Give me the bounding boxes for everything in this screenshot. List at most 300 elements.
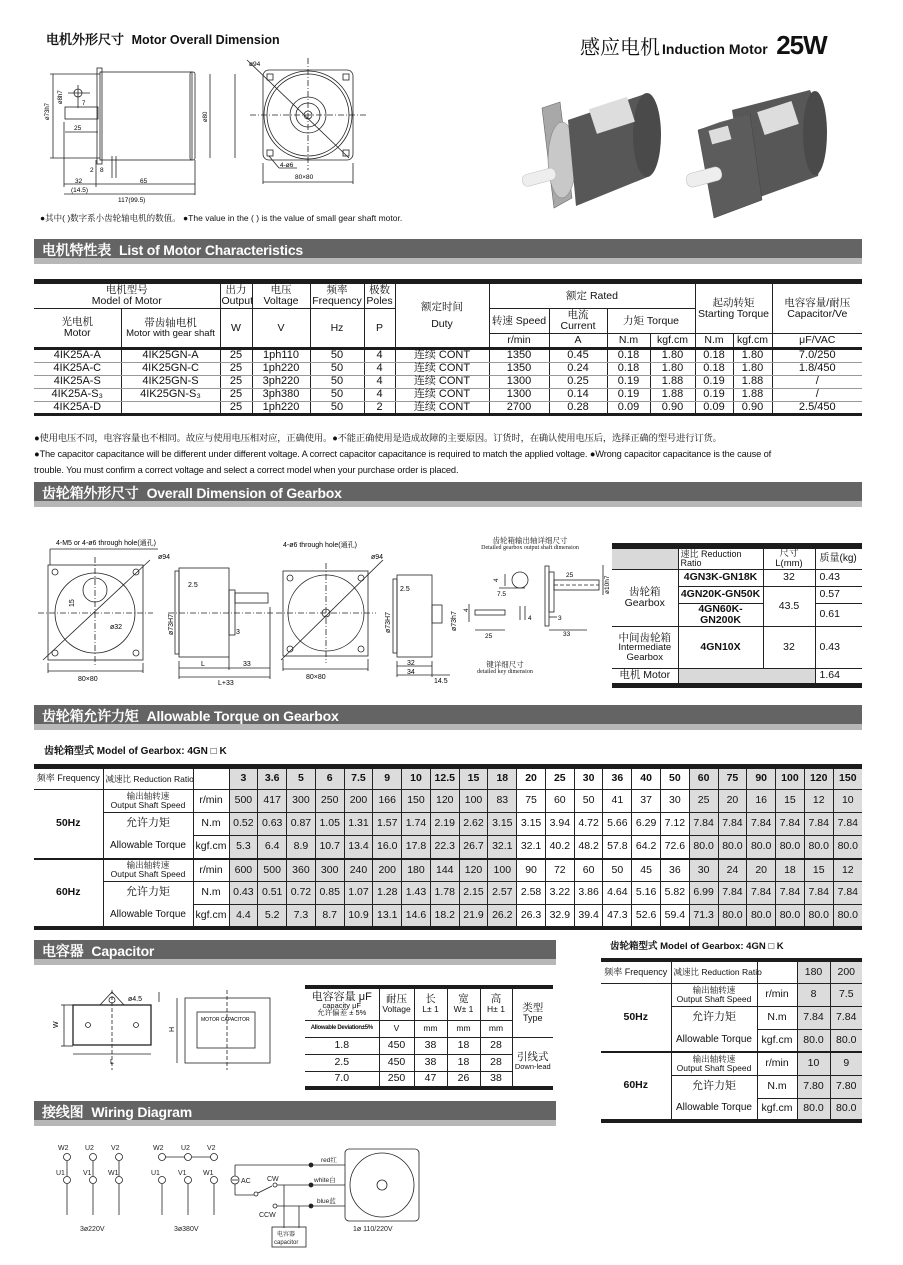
section-cn: 齿轮箱外形尺寸	[42, 485, 139, 501]
gearbox-dimension-drawing	[38, 535, 458, 685]
value-cell: 25	[689, 790, 718, 813]
cap-height: 28	[480, 1037, 512, 1054]
value-cell: 1.43	[402, 882, 431, 905]
cell-poles: 2	[364, 401, 395, 415]
value-cell: 72.6	[661, 836, 690, 859]
allowable-torque-table-2	[601, 958, 862, 1123]
section-cn: 电机特性表	[42, 242, 111, 258]
value-cell: 32.9	[545, 905, 574, 928]
value-cell: 80.0	[689, 836, 718, 859]
th-speed: 转速 Speed	[489, 309, 549, 334]
cap-dim-L: L	[110, 1059, 114, 1066]
shaft-dim-3: 3	[558, 615, 562, 622]
value-cell: 250	[315, 790, 344, 813]
value-cell: 39.4	[574, 905, 603, 928]
cell-output: 25	[220, 362, 252, 375]
table-header-row	[34, 767, 862, 790]
ratio-header: 40	[632, 767, 661, 790]
value-cell: 80.0	[830, 1098, 862, 1121]
key-dim-4: 4	[463, 608, 470, 612]
value-cell: 6.29	[632, 813, 661, 836]
value-cell: 0.72	[287, 882, 316, 905]
th-unit-blank	[757, 960, 797, 983]
cell-kgf: 1.88	[650, 388, 695, 401]
dim-14-5: (14.5)	[71, 187, 88, 194]
allowable-torque-table	[34, 764, 862, 930]
gearbox-weight-table	[612, 543, 862, 688]
value-cell: 0.85	[315, 882, 344, 905]
value-cell: 37	[632, 790, 661, 813]
th-unit-cap: μF/VAC	[772, 334, 862, 349]
value-cell: 80.0	[747, 905, 776, 928]
mass-cell: 0.57	[815, 586, 862, 603]
cell-skgf: 0.90	[733, 401, 772, 415]
cell-duty: 连续 CONT	[395, 401, 489, 415]
value-cell: 13.1	[373, 905, 402, 928]
th-voltage: 耐压 Voltage	[379, 987, 414, 1020]
cell-duty: 连续 CONT	[395, 349, 489, 363]
value-cell: 12	[833, 859, 862, 882]
th-unit-rmin: r/min	[489, 334, 549, 349]
cell-voltage: 3ph380	[252, 388, 310, 401]
value-cell: 64.2	[632, 836, 661, 859]
section-cn: 接线图	[42, 1104, 84, 1120]
section-title-cn: 电机外形尺寸	[46, 32, 125, 47]
value-cell: 120	[459, 859, 488, 882]
terminal-v1: V1	[83, 1170, 92, 1177]
unit-cell: N.m	[757, 1075, 797, 1098]
section-en: Capacitor	[91, 943, 155, 959]
characteristics-note	[34, 430, 771, 478]
section-title-motor-dimension	[46, 29, 280, 48]
cell-cap: 7.0/250	[772, 349, 862, 363]
value-cell: 2.57	[488, 882, 517, 905]
label-cw: CW	[267, 1176, 279, 1183]
value-cell: 360	[287, 859, 316, 882]
cap-dim-W: W	[53, 1021, 60, 1028]
value-cell: 30	[689, 859, 718, 882]
value-cell: 7.80	[797, 1075, 830, 1098]
value-cell: 10.9	[344, 905, 373, 928]
dim-3: 3	[236, 629, 240, 636]
cell-cap: 1.8/450	[772, 362, 862, 375]
section-header-gearbox-dimension	[34, 482, 862, 508]
value-cell: 100	[488, 859, 517, 882]
value-cell: 80.0	[776, 836, 805, 859]
value-cell: 22.3	[430, 836, 459, 859]
speed-label: 输出轴转速 Output Shaft Speed	[103, 859, 193, 882]
ratio-header: 75	[718, 767, 747, 790]
th-capacity: 电容容量 μF capacity μF 允许偏差 ± 5%	[305, 987, 379, 1020]
terminal-v2: V2	[111, 1145, 120, 1152]
value-cell: 13.4	[344, 836, 373, 859]
unit-w: mm	[447, 1020, 480, 1037]
ratio-cell: 4GN60K-GN200K	[678, 603, 763, 626]
dim-L: L	[201, 661, 205, 668]
cell-gear	[121, 401, 220, 415]
value-cell: 1.07	[344, 882, 373, 905]
cap-label: MOTOR CAPACITOR	[201, 1017, 250, 1023]
value-cell: 90	[517, 859, 546, 882]
table-row	[612, 626, 862, 668]
size-cell: 43.5	[763, 586, 815, 626]
ratio-cell: 4GN10X	[678, 626, 763, 668]
th-motor: 光电机 Motor	[34, 309, 121, 349]
section-header-capacitor	[34, 940, 556, 966]
cell-freq: 50	[310, 375, 364, 388]
cell-output: 25	[220, 375, 252, 388]
caption-3ph-220: 3ø220V	[80, 1226, 105, 1233]
ratio-header: 90	[747, 767, 776, 790]
cell-voltage: 1ph110	[252, 349, 310, 363]
ratio-cell: 4GN20K-GN50K	[678, 586, 763, 603]
terminal-w1: W1	[108, 1170, 119, 1177]
value-cell: 15	[776, 790, 805, 813]
value-cell: 1.74	[402, 813, 431, 836]
title-cn: 感应电机	[580, 37, 660, 59]
ratio-header: 18	[488, 767, 517, 790]
terminal-v1: V1	[178, 1170, 187, 1177]
value-cell: 50	[574, 790, 603, 813]
value-cell: 80.0	[804, 905, 833, 928]
label-ccw: CCW	[259, 1212, 276, 1219]
ratio-header: 200	[830, 960, 862, 983]
value-cell: 52.6	[632, 905, 661, 928]
key-title-cn: 键详细尺寸	[486, 660, 524, 669]
value-cell: 26.7	[459, 836, 488, 859]
gearbox-motor-photo	[685, 90, 827, 218]
value-cell: 7.84	[747, 813, 776, 836]
cell-voltage: 3ph220	[252, 375, 310, 388]
value-cell: 7.84	[804, 882, 833, 905]
value-cell: 200	[344, 790, 373, 813]
value-cell: 0.87	[287, 813, 316, 836]
table-row	[612, 569, 862, 586]
cell-gear: 4IK25GN-S	[121, 375, 220, 388]
capacitor-table	[305, 985, 553, 1090]
title-power: 25W	[776, 30, 827, 60]
motor-photos	[510, 78, 850, 228]
ratio-header: 25	[545, 767, 574, 790]
ratio-header: 3	[229, 767, 258, 790]
value-cell: 80.0	[776, 905, 805, 928]
speed-label: 输出轴转速 Output Shaft Speed	[671, 1052, 757, 1075]
cell-poles: 4	[364, 349, 395, 363]
section-en: List of Motor Characteristics	[119, 242, 304, 258]
value-cell: 80.0	[718, 905, 747, 928]
dim-d80: ø80	[203, 111, 209, 122]
cell-freq: 50	[310, 349, 364, 363]
cell-duty: 连续 CONT	[395, 375, 489, 388]
th-frequency: 频率 Frequency	[310, 282, 364, 309]
th-deviation: Allowable Deviation±5%	[305, 1020, 379, 1037]
ratio-header: 15	[459, 767, 488, 790]
cell-kgf: 1.88	[650, 375, 695, 388]
torque-label-en: Allowable Torque	[671, 1029, 757, 1052]
value-cell: 75	[517, 790, 546, 813]
th-poles: 极数 Poles	[364, 282, 395, 309]
table-header-row	[305, 987, 553, 1020]
dim-d94-a: ø94	[158, 554, 171, 561]
table-row	[34, 882, 862, 905]
cell-skgf: 1.88	[733, 375, 772, 388]
key-dim-4-b: 4	[528, 615, 532, 622]
value-cell: 200	[373, 859, 402, 882]
value-cell: 30	[661, 790, 690, 813]
value-cell: 8.9	[287, 836, 316, 859]
cell-nm: 0.09	[607, 401, 650, 415]
unit-cell: kgf.cm	[757, 1098, 797, 1121]
th-voltage: 电压 Voltage	[252, 282, 310, 309]
value-cell: 7.84	[776, 813, 805, 836]
section-header-characteristics	[34, 239, 862, 265]
dim-4-d6: 4-ø6	[280, 162, 294, 169]
value-cell: 1.05	[315, 813, 344, 836]
cell-cap: /	[772, 388, 862, 401]
value-cell: 83	[488, 790, 517, 813]
wire-red: red红	[321, 1157, 337, 1164]
value-cell: 7.3	[287, 905, 316, 928]
ratio-header: 20	[517, 767, 546, 790]
gearbox-model-label-2: 齿轮箱型式 Model of Gearbox: 4GN □ K	[610, 941, 784, 952]
cell-skgf: 1.88	[733, 388, 772, 401]
ratio-header: 3.6	[258, 767, 287, 790]
value-cell: 9	[830, 1052, 862, 1075]
dim-33: 33	[243, 661, 251, 668]
dim-2-5-b: 2.5	[400, 586, 410, 593]
key-detail-title	[470, 661, 540, 676]
value-cell: 80.0	[804, 836, 833, 859]
value-cell: 80.0	[797, 1029, 830, 1052]
shaft-dim-4: 4	[493, 578, 500, 582]
value-cell: 17.8	[402, 836, 431, 859]
th-reduction-ratio: 减速比 Reduction Ratio	[671, 960, 757, 983]
cell-snm: 0.19	[695, 388, 733, 401]
th-height: 高 H± 1	[480, 987, 512, 1020]
value-cell: 6.99	[689, 882, 718, 905]
ratio-header: 9	[373, 767, 402, 790]
th-unit-blank	[193, 767, 229, 790]
value-cell: 24	[718, 859, 747, 882]
motor-label: 电机 Motor	[612, 668, 678, 685]
value-cell: 20	[718, 790, 747, 813]
th-torque: 力矩 Torque	[607, 309, 695, 334]
ratio-header: 36	[603, 767, 632, 790]
th-capacitor: 电容容量/耐压 Capacitor/Ve	[772, 282, 862, 334]
speed-label: 输出轴转速 Output Shaft Speed	[671, 983, 757, 1006]
frequency-label: 50Hz	[34, 790, 103, 859]
size-cell: 32	[763, 626, 815, 668]
ratio-cell: 4GN3K-GN18K	[678, 569, 763, 586]
capacitor-label-cn: 电容器	[277, 1232, 296, 1238]
th-frequency: 频率 Frequency	[601, 960, 671, 983]
value-cell: 7.84	[830, 1006, 862, 1029]
value-cell: 71.3	[689, 905, 718, 928]
cell-motor: 4IK25A-S	[34, 375, 121, 388]
value-cell: 7.84	[833, 813, 862, 836]
wire-white: white白	[314, 1177, 336, 1184]
table-row	[34, 349, 862, 363]
dim-7: 7	[82, 101, 86, 107]
value-cell: 47.3	[603, 905, 632, 928]
table-row	[601, 983, 862, 1006]
value-cell: 0.43	[229, 882, 258, 905]
cell-output: 25	[220, 349, 252, 363]
flange-motor-photo	[521, 93, 661, 208]
unit-cell: N.m	[193, 882, 229, 905]
value-cell: 59.4	[661, 905, 690, 928]
value-cell: 120	[430, 790, 459, 813]
cell-gear: 4IK25GN-A	[121, 349, 220, 363]
motor-body-outline	[100, 72, 192, 160]
value-cell: 10	[833, 790, 862, 813]
th-unit-hz: Hz	[310, 309, 364, 349]
cap-length: 38	[414, 1037, 447, 1054]
cell-current: 0.14	[549, 388, 607, 401]
section-header-wiring	[34, 1101, 556, 1127]
value-cell: 417	[258, 790, 287, 813]
cell-motor: 4IK25A-C	[34, 362, 121, 375]
th-unit-kgf: kgf.cm	[650, 334, 695, 349]
unit-cell: N.m	[757, 1006, 797, 1029]
th-type: 类型 Type	[512, 987, 553, 1037]
value-cell: 2.19	[430, 813, 459, 836]
terminal-w2: W2	[58, 1145, 69, 1152]
unit-cell: r/min	[193, 790, 229, 813]
table-row	[34, 836, 862, 859]
cell-speed: 1350	[489, 362, 549, 375]
cell-current: 0.25	[549, 375, 607, 388]
motor-side-drawing	[40, 60, 215, 205]
unit-cell: r/min	[757, 983, 797, 1006]
wire-blue: blue蓝	[317, 1198, 336, 1205]
cell-kgf: 0.90	[650, 401, 695, 415]
dim-15: 15	[69, 599, 76, 607]
cell-motor: 4IK25A-D	[34, 401, 121, 415]
value-cell: 1.57	[373, 813, 402, 836]
torque-label-cn: 允许力矩	[103, 813, 193, 836]
table-header-row	[612, 546, 862, 569]
th-unit-nm2: N.m	[695, 334, 733, 349]
value-cell: 48.2	[574, 836, 603, 859]
value-cell: 80.0	[833, 905, 862, 928]
value-cell: 12	[804, 790, 833, 813]
value-cell: 600	[229, 859, 258, 882]
ratio-header: 30	[574, 767, 603, 790]
th-blank	[612, 546, 678, 569]
note-cn: ●使用电压不同，电容容量也不相同。故应与使用电压相对应，正确使用。●不能正确使用是造成故障的主要原因。订货时，在确认使用电压后，选择正确的型号进行订货。	[34, 433, 722, 443]
value-cell: 1.28	[373, 882, 402, 905]
intermediate-label: 中间齿轮箱 Intermediate Gearbox	[612, 626, 678, 668]
unit-l: mm	[414, 1020, 447, 1037]
value-cell: 7.84	[797, 1006, 830, 1029]
torque-label-en: Allowable Torque	[103, 836, 193, 859]
value-cell: 300	[315, 859, 344, 882]
value-cell: 2.58	[517, 882, 546, 905]
value-cell: 7.84	[689, 813, 718, 836]
value-cell: 10	[797, 1052, 830, 1075]
cap-height: 28	[480, 1054, 512, 1071]
value-cell: 1.31	[344, 813, 373, 836]
mass-cell: 1.64	[815, 668, 862, 685]
dim-holes-2: 4-ø6 through hole(通孔)	[283, 542, 357, 549]
th-ratio: 速比 Reduction Ratio	[678, 546, 763, 569]
terminal-u2: U2	[181, 1145, 190, 1152]
cap-width: 18	[447, 1037, 480, 1054]
cell-output: 25	[220, 388, 252, 401]
section-en: Allowable Torque on Gearbox	[146, 708, 339, 724]
cell-snm: 0.19	[695, 375, 733, 388]
cell-poles: 4	[364, 362, 395, 375]
cell-poles: 4	[364, 388, 395, 401]
value-cell: 300	[287, 790, 316, 813]
value-cell: 5.66	[603, 813, 632, 836]
value-cell: 6.4	[258, 836, 287, 859]
dim-34: 34	[407, 669, 415, 676]
value-cell: 3.15	[517, 813, 546, 836]
cell-speed: 2700	[489, 401, 549, 415]
shaft-dim-25: 25	[566, 572, 574, 579]
value-cell: 80.0	[718, 836, 747, 859]
cell-current: 0.45	[549, 349, 607, 363]
cell-gear: 4IK25GN-S₃	[121, 388, 220, 401]
value-cell: 8	[797, 983, 830, 1006]
terminal-u1: U1	[151, 1170, 160, 1177]
cap-type: 引线式 Down-lead	[512, 1037, 553, 1088]
shaft-dim-7-5: 7.5	[497, 591, 507, 598]
ratio-header: 10	[402, 767, 431, 790]
cell-freq: 50	[310, 388, 364, 401]
capacitor-label-en: capacitor	[274, 1240, 299, 1246]
th-size: 尺寸 L(mm)	[763, 546, 815, 569]
cap-voltage: 450	[379, 1037, 414, 1054]
value-cell: 1.78	[430, 882, 459, 905]
dim-117: 117(99.5)	[118, 197, 146, 204]
cell-motor: 4IK25A-S₃	[34, 388, 121, 401]
wiring-diagram	[55, 1135, 405, 1246]
th-unit-w: W	[220, 309, 252, 349]
value-cell: 80.0	[830, 1029, 862, 1052]
cell-output: 25	[220, 401, 252, 415]
cell-gear: 4IK25GN-C	[121, 362, 220, 375]
mass-cell: 0.43	[815, 626, 862, 668]
table-row	[34, 375, 862, 388]
unit-cell: r/min	[757, 1052, 797, 1075]
ratio-header: 150	[833, 767, 862, 790]
cap-width: 18	[447, 1054, 480, 1071]
section-cn: 电容器	[42, 943, 84, 959]
section-title-en: Motor Overall Dimension	[131, 33, 280, 47]
value-cell: 7.84	[833, 882, 862, 905]
value-cell: 7.84	[776, 882, 805, 905]
table-row	[34, 905, 862, 928]
value-cell: 4.4	[229, 905, 258, 928]
note-en-1: ●The capacitor capacitance will be different under different voltage. A correct capacitor capacitance is required to match the applied voltage. ●Wrong capacitor capacitance is the cause of	[34, 449, 772, 459]
label-ac: AC	[241, 1178, 251, 1185]
section-cn: 齿轮箱允许力矩	[42, 708, 139, 724]
dim-d73h7-c: ø73h7	[451, 611, 458, 631]
value-cell: 7.84	[718, 882, 747, 905]
cap-value: 1.8	[305, 1037, 379, 1054]
wiring-3ph-380	[159, 1154, 218, 1216]
value-cell: 240	[344, 859, 373, 882]
table-row	[305, 1037, 553, 1054]
th-frequency: 频率 Frequency	[34, 767, 103, 790]
terminal-w2: W2	[153, 1145, 164, 1152]
value-cell: 2.15	[459, 882, 488, 905]
shaft-dim-33: 33	[563, 631, 571, 638]
cell-motor: 4IK25A-A	[34, 349, 121, 363]
